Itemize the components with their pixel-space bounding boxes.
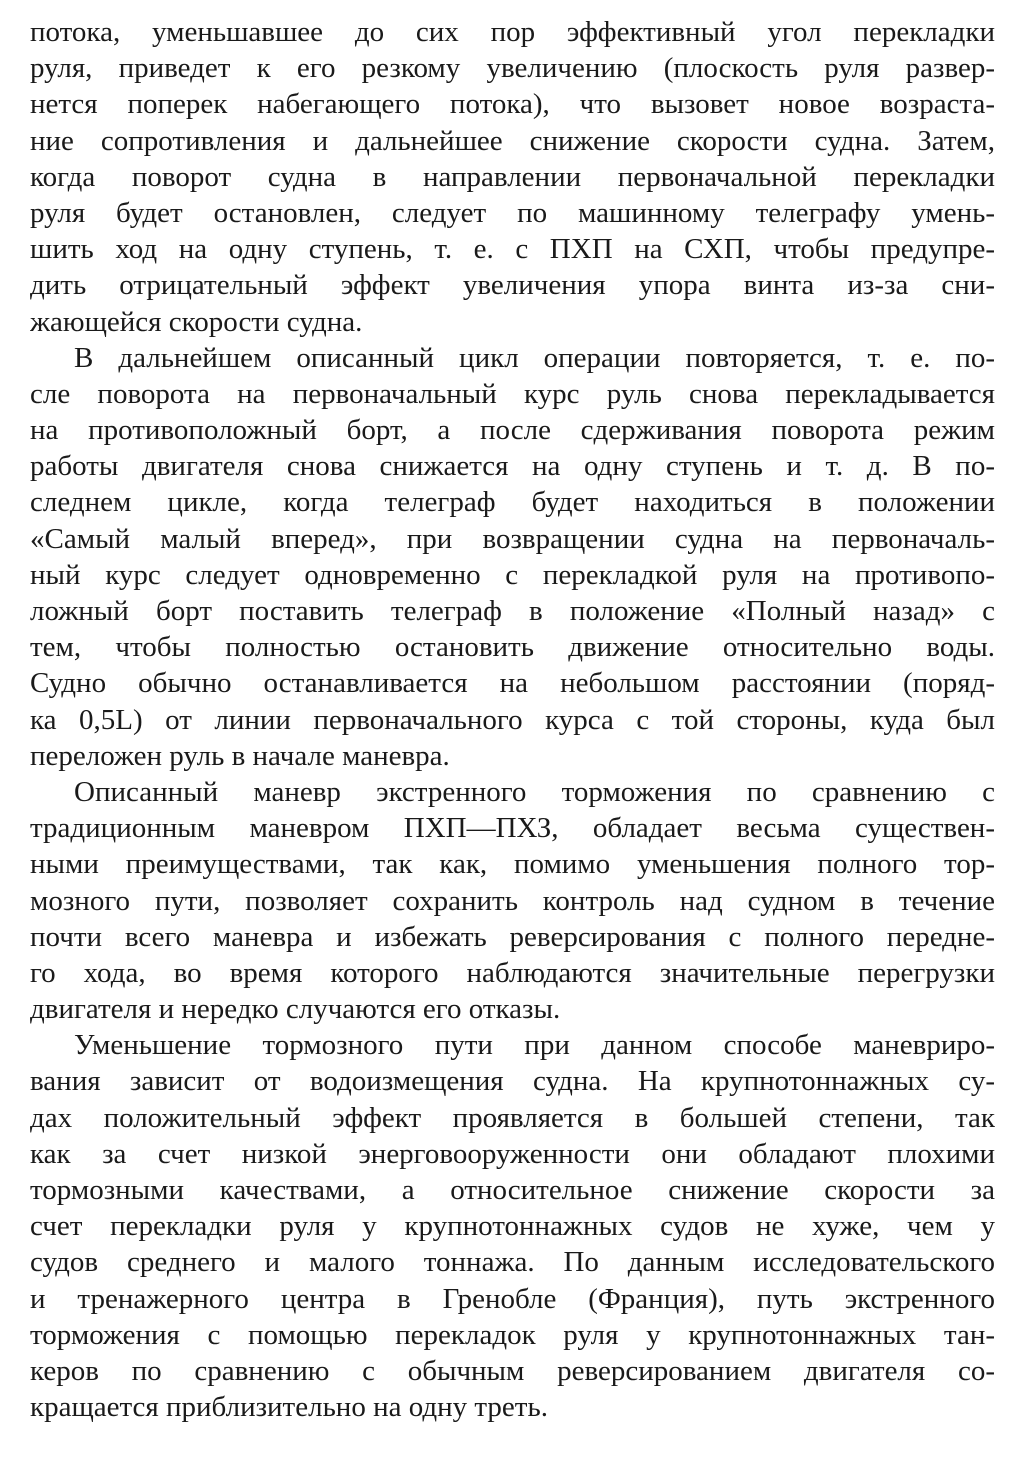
paragraph-3 [30, 774, 995, 1027]
text-line: почти всего маневра и избежать реверсирования с полного передне- [30, 920, 995, 953]
text-line: на противоположный борт, а после сдерживания поворота режим [30, 414, 995, 447]
text-line: счет перекладки руля у крупнотоннажных судов не хуже, чем у [30, 1210, 995, 1243]
text-line: кращается приблизительно на одну треть. [30, 1391, 548, 1424]
text-line: торможения с помощью перекладок руля у крупнотоннажных тан- [30, 1318, 995, 1351]
text-line: дить отрицательный эффект увеличения упора винта из-за сни- [30, 269, 995, 302]
text-line: и тренажерного центра в Гренобле (Франция), путь экстренного [30, 1282, 995, 1315]
text-line: тем, чтобы полностью остановить движение относительно воды. [30, 631, 995, 664]
paragraph-1 [30, 14, 995, 340]
text-line: го хода, во время которого наблюдаются значительные перегрузки [30, 956, 995, 989]
text-line: нется поперек набегающего потока), что вызовет новое возраста- [30, 88, 995, 121]
text-line: ложный борт поставить телеграф в положение «Полный назад» с [30, 595, 995, 627]
text-line: работы двигателя снова снижается на одну ступень и т. д. В по- [30, 450, 995, 483]
text-line: следнем цикле, когда телеграф будет находиться в положении [30, 486, 995, 519]
text-line: судов среднего и малого тоннажа. По данным исследовательского [30, 1246, 995, 1279]
text-line: как за счет низкой энерговооруженности они обладают плохими [30, 1137, 995, 1170]
text-line: двигателя и нередко случаются его отказы. [30, 993, 561, 1026]
text-line: Судно обычно останавливается на небольшом расстоянии (поряд- [30, 667, 995, 700]
text-line: Уменьшение тормозного пути при данном способе маневриро- [74, 1029, 995, 1062]
text-line: «Самый малый вперед», при возвращении судна на первоначаль- [30, 522, 995, 555]
paragraph-4 [30, 1027, 995, 1425]
paragraph-2 [30, 340, 995, 774]
document-page [30, 14, 995, 1464]
text-line: керов по сравнению с обычным реверсированием двигателя со- [30, 1354, 995, 1387]
text-line: когда поворот судна в направлении первоначальной перекладки [30, 160, 995, 193]
text-line: руля, приведет к его резкому увеличению (плоскость руля развер- [30, 52, 995, 85]
text-line: традиционным маневром ПХП—ПХЗ, обладает весьма существен- [30, 812, 995, 845]
text-line: мозного пути, позволяет сохранить контроль над судном в течение [30, 884, 995, 917]
text-line: ными преимуществами, так как, помимо уменьшения полного тор- [30, 848, 995, 881]
text-line: дах положительный эффект проявляется в большей степени, так [30, 1101, 995, 1134]
text-line: жающейся скорости судна. [30, 305, 363, 338]
text-line: ка 0,5L) от линии первоначального курса с той стороны, куда был [30, 703, 995, 736]
text-line: вания зависит от водоизмещения судна. На крупнотоннажных су- [30, 1065, 995, 1098]
text-line: тормозными качествами, а относительное снижение скорости за [30, 1174, 995, 1206]
text-line: шить ход на одну ступень, т. е. с ПХП на СХП, чтобы предупре- [30, 233, 995, 266]
text-line: потока, уменьшавшее до сих пор эффективный угол перекладки [30, 16, 995, 48]
text-line: ние сопротивления и дальнейшее снижение скорости судна. Затем, [30, 124, 995, 157]
text-line: руля будет остановлен, следует по машинному телеграфу умень- [30, 196, 995, 229]
text-line: переложен руль в начале маневра. [30, 739, 450, 772]
text-line: сле поворота на первоначальный курс руль снова перекладывается [30, 377, 995, 410]
text-line: В дальнейшем описанный цикл операции повторяется, т. е. по- [74, 341, 995, 374]
text-line: Описанный маневр экстренного торможения по сравнению с [74, 775, 995, 808]
text-line: ный курс следует одновременно с перекладкой руля на противопо- [30, 558, 995, 591]
